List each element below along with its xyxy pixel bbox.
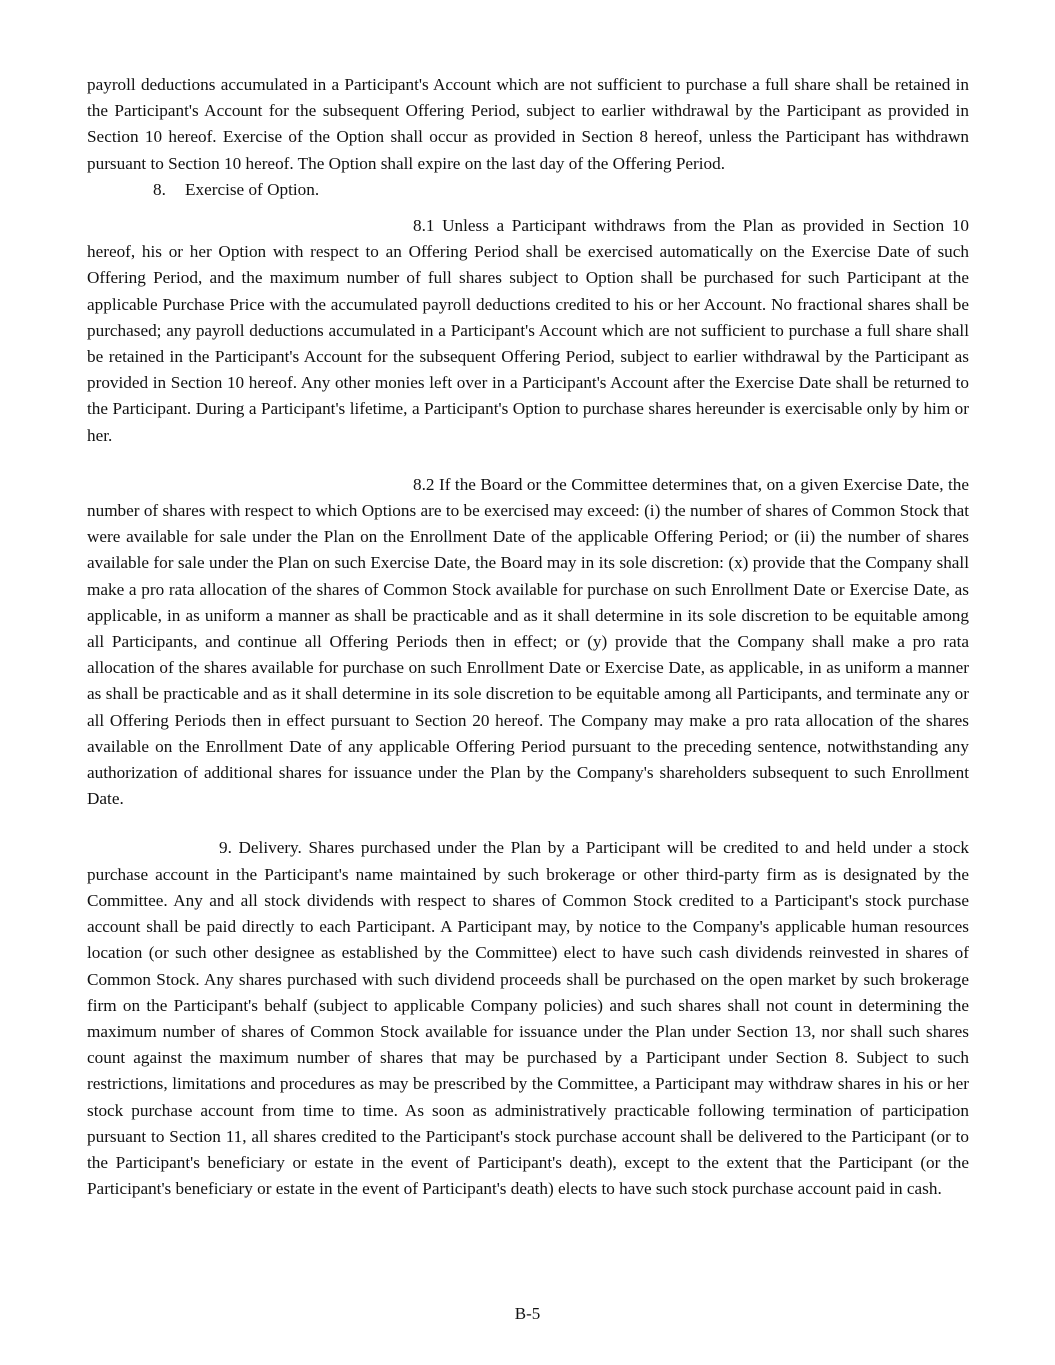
section-8-2-number: 8.2 bbox=[413, 474, 435, 494]
document-page bbox=[87, 72, 969, 1202]
section-8-heading bbox=[87, 177, 969, 203]
section-8-2-text: If the Board or the Committee determines that, on a given Exercise Date, the number of shares with respect to which Options are to be exercised may exceed: (i) the number of shares of Common Stock that were available for sale under the Plan on the Enrollment Date of the applicable Offering Period; or (ii) the number of shares available for sale under the Plan on such Exercise Date, the Board may in its sole discretion: (x) provide that the Company shall make a pro rata allocation of the shares of Common Stock available for purchase on such Enrollment Date or Exercise Date, as applicable, in as uniform a manner as shall be practicable and as it shall determine in its sole discretion to be equitable among all Participants, and continue all Offering Periods then in effect; or (y) provide that the Company shall make a pro rata allocation of the shares available for purchase on such Enrollment Date or Exercise Date, as applicable, in as uniform a manner as shall be practicable and as it shall determine in its sole discretion to be equitable among all Participants, and terminate any or all Offering Periods then in effect pursuant to Section 20 hereof. The Company may make a pro rata allocation of the shares available on the Enrollment Date of any applicable Offering Period pursuant to the preceding sentence, notwithstanding any authorization of additional shares for issuance under the Plan by the Company's shareholders subsequent to such Enrollment Date. bbox=[87, 474, 969, 809]
page-number: B-5 bbox=[514, 1304, 541, 1323]
section-9-text: Delivery. Shares purchased under the Plan by a Participant will be credited to and held under a stock purchase account in the Participant's name maintained by such brokerage or other third-party firm as is designated by the Committee. Any and all stock dividends with respect to shares of Common Stock credited to a Participant's stock purchase account shall be paid directly to each Participant. A Participant may, by notice to the Company's applicable human resources location (or such other designee as established by the Committee) elect to have such cash dividends reinvested in shares of Common Stock. Any shares purchased with such dividend proceeds shall be purchased on the open market by such brokerage firm on the Participant's behalf (subject to applicable Company policies) and such shares shall not count in determining the maximum number of shares of Common Stock available for issuance under the Plan under Section 13, nor shall such shares count against the maximum number of shares that may be purchased by a Participant under Section 8. Subject to such restrictions, limitations and procedures as may be prescribed by the Committee, a Participant may withdraw shares in his or her stock purchase account from time to time. As soon as administratively practicable following termination of participation pursuant to Section 11, all shares credited to the Participant's stock purchase account shall be delivered to the Participant (or to the Participant's beneficiary or estate in the event of Participant's death), except to the extent that the Participant (or the Participant's beneficiary or estate in the event of Participant's death) elects to have such stock purchase account paid in cash. bbox=[87, 838, 969, 1199]
section-8-title: Exercise of Option. bbox=[185, 179, 320, 199]
section-9-paragraph bbox=[87, 835, 969, 1202]
section-8-2-paragraph bbox=[87, 472, 969, 813]
section-8-1-text: Unless a Participant withdraws from the Plan as provided in Section 10 hereof, his or her Option with respect to an Offering Period shall be exercised automatically on the Exercise Date of such Offering Period, and the maximum number of full shares subject to Option shall be purchased for such Participant at the applicable Purchase Price with the accumulated payroll deductions credited to his or her Account. No fractional shares shall be purchased; any payroll deductions accumulated in a Participant's Account which are not sufficient to purchase a full share shall be retained in the Participant's Account for the subsequent Offering Period, subject to earlier withdrawal by the Participant as provided in Section 10 hereof. Any other monies left over in a Participant's Account after the Exercise Date shall be returned to the Participant. During a Participant's lifetime, a Participant's Option to purchase shares hereunder is exercisable only by him or her. bbox=[87, 216, 970, 445]
section-9-number: 9. bbox=[219, 838, 232, 858]
section-8-1-paragraph bbox=[87, 213, 969, 449]
section-8-1-number: 8.1 bbox=[413, 216, 435, 236]
paragraph-continued: payroll deductions accumulated in a Participant's Account which are not sufficient to purchase a full share shall be retained in the Participant's Account for the subsequent Offering Period, subject to earlier withdrawal by the Participant as provided in Section 10 hereof. Exercise of the Option shall occur as provided in Section 8 hereof, unless the Participant has withdrawn pursuant to Section 10 hereof. The Option shall expire on the last day of the Offering Period. bbox=[87, 75, 969, 173]
section-8-number: 8. bbox=[153, 179, 166, 199]
